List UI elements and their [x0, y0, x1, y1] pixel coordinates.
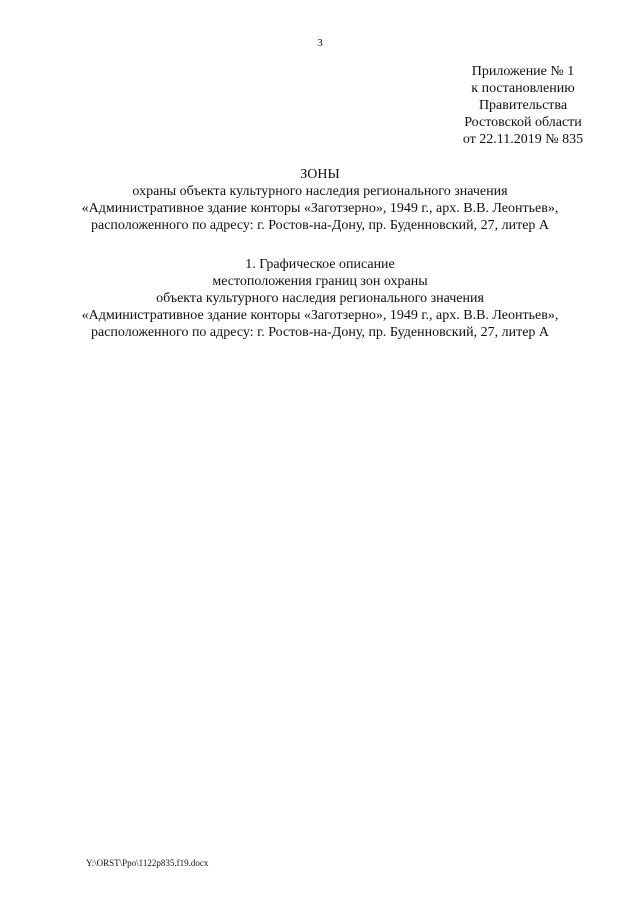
section-line-1: местоположения границ зон охраны — [212, 274, 428, 289]
title-line-3: расположенного по адресу: г. Ростов-на-Дону, пр. Буденновский, 27, литер А — [90, 218, 550, 233]
appendix-line-1: Приложение № 1 — [471, 64, 575, 79]
appendix-line-3: Правительства — [478, 98, 568, 113]
section-1 — [0, 256, 640, 341]
page-number: 3 — [317, 37, 323, 49]
section-line-3: «Административное здание конторы «Заготзерно», 1949 г., арх. В.В. Леонтьев», — [81, 308, 559, 323]
title-heading: ЗОНЫ — [300, 167, 340, 182]
document-title — [0, 166, 640, 234]
appendix-line-5: от 22.11.2019 № 835 — [462, 132, 584, 147]
section-heading: 1. Графическое описание — [245, 257, 395, 272]
title-line-2: «Административное здание конторы «Заготзерно», 1949 г., арх. В.В. Леонтьев», — [81, 201, 559, 216]
title-line-1: охраны объекта культурного наследия регионального значения — [132, 184, 508, 199]
appendix-line-2: к постановлению — [471, 81, 575, 96]
section-line-4: расположенного по адресу: г. Ростов-на-Дону, пр. Буденновский, 27, литер А — [90, 325, 550, 340]
footer-file-path: Y:\ORST\Ppo\1122p835.f19.docx — [86, 858, 209, 868]
appendix-header — [440, 63, 606, 148]
appendix-line-4: Ростовской области — [464, 115, 582, 130]
section-line-2: объекта культурного наследия регионального значения — [156, 291, 484, 306]
